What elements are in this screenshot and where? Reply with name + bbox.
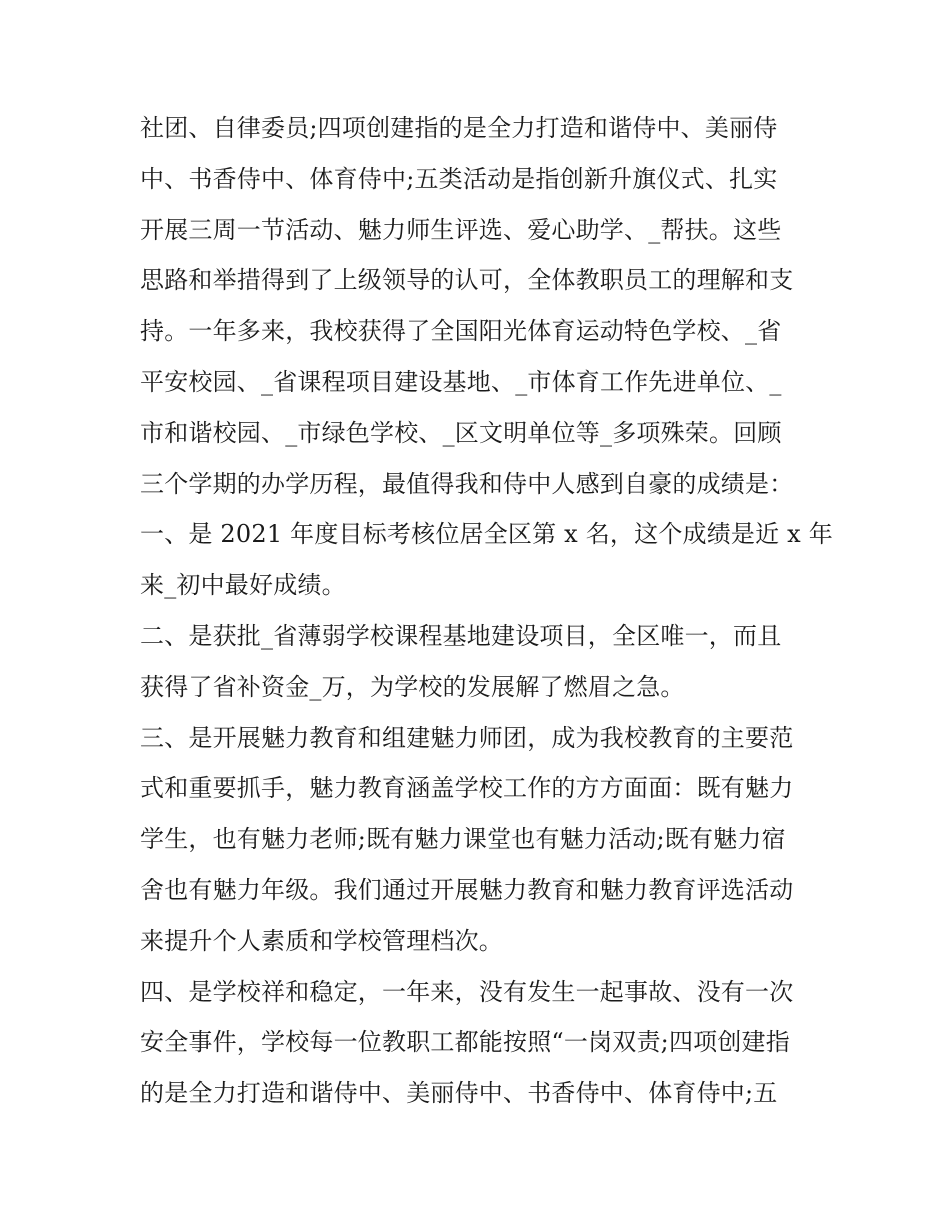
list-item-3-line: 舍也有魅力年级。我们通过开展魅力教育和魅力教育评选活动: [140, 875, 794, 904]
list-item-4-line: 的是全力打造和谐侍中、美丽侍中、书香侍中、体育侍中;五: [140, 1079, 778, 1108]
list-item-3-line: 三、是开展魅力教育和组建魅力师团，成为我校教育的主要范: [140, 723, 794, 752]
list-item-3-line: 式和重要抓手，魅力教育涵盖学校工作的方方面面：既有魅力: [140, 774, 794, 803]
list-item-1-line: 一、是 2021 年度目标考核位居全区第 x 名，这个成绩是近 x 年: [140, 520, 833, 549]
list-item-1-line: 来_初中最好成绩。: [140, 571, 346, 600]
list-item-3-line: 学生，也有魅力老师;既有魅力课堂也有魅力活动;既有魅力宿: [140, 825, 786, 854]
list-item-4-line: 四、是学校祥和稳定，一年来，没有发生一起事故、没有一次: [140, 977, 794, 1006]
document-body: [140, 103, 833, 1119]
list-item-2-line: 二、是获批_省薄弱学校课程基地建设项目，全区唯一，而且: [140, 621, 782, 650]
list-item-3-line: 来提升个人素质和学校管理档次。: [140, 926, 503, 955]
text-line: 社团、自律委员;四项创建指的是全力打造和谐侍中、美丽侍: [140, 114, 778, 142]
text-line: 思路和举措得到了上级领导的认可，全体教职员工的理解和支: [140, 266, 794, 295]
text-line: 三个学期的办学历程，最值得我和侍中人感到自豪的成绩是：: [140, 469, 794, 498]
text-line: 开展三周一节活动、魅力师生评选、爱心助学、_帮扶。这些: [140, 215, 782, 244]
list-item-4-line: 安全事件，学校每一位教职工都能按照“一岗双责;四项创建指: [140, 1028, 790, 1057]
text-line: 市和谐校园、_市绿色学校、_区文明单位等_多项殊荣。回顾: [140, 418, 782, 447]
text-line: 中、书香侍中、体育侍中;五类活动是指创新升旗仪式、扎实: [140, 164, 778, 193]
text-line: 持。一年多来，我校获得了全国阳光体育运动特色学校、_省: [140, 317, 782, 346]
list-item-2-line: 获得了省补资金_万，为学校的发展解了燃眉之急。: [140, 672, 685, 701]
text-line: 平安校园、_省课程项目建设基地、_市体育工作先进单位、_: [140, 367, 782, 396]
